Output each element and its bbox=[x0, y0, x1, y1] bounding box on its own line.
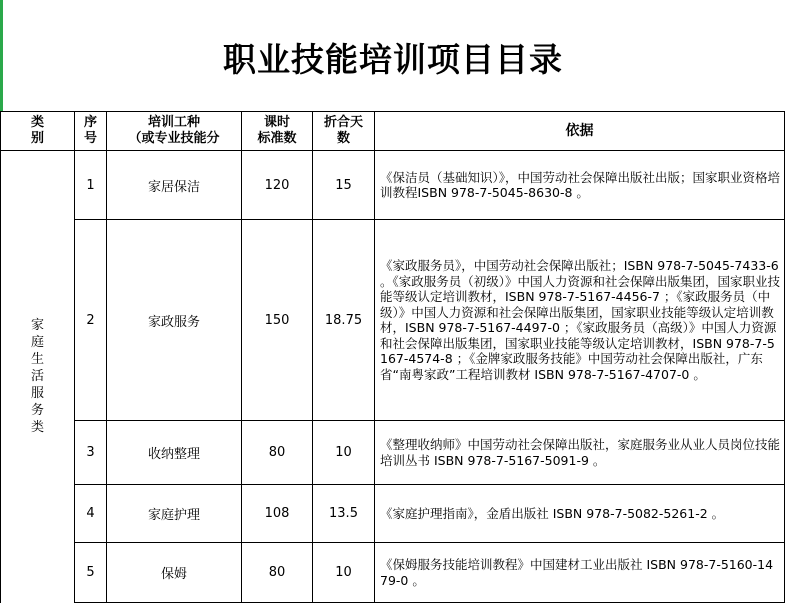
trade-cell: 家政服务 bbox=[107, 220, 242, 421]
hours-cell: 120 bbox=[242, 151, 313, 220]
table-row bbox=[1, 220, 785, 421]
page-title: 职业技能培训项目目录 bbox=[223, 40, 563, 79]
hours-cell: 80 bbox=[242, 543, 313, 603]
table-row bbox=[1, 421, 785, 485]
header-seq: 序号 bbox=[75, 112, 107, 151]
trade-cell: 家庭护理 bbox=[107, 485, 242, 543]
header-days: 折合天 数 bbox=[313, 112, 375, 151]
days-cell: 10 bbox=[313, 421, 375, 485]
header-basis: 依据 bbox=[375, 112, 785, 151]
trade-cell: 收纳整理 bbox=[107, 421, 242, 485]
basis-cell: 《保姆服务技能培训教程》中国建材工业出版社 ISBN 978-7-5160-1479-0 。 bbox=[375, 543, 785, 603]
training-catalog-table bbox=[0, 111, 785, 603]
basis-cell: 《家庭护理指南》，金盾出版社 ISBN 978-7-5082-5261-2 。 bbox=[375, 485, 785, 543]
seq-cell: 1 bbox=[75, 151, 107, 220]
header-row bbox=[1, 112, 785, 151]
hours-cell: 80 bbox=[242, 421, 313, 485]
category-label: 家庭生活服务类 bbox=[30, 318, 44, 436]
hours-cell: 150 bbox=[242, 220, 313, 421]
basis-cell: 《保洁员（基础知识）》，中国劳动社会保障出版社出版；国家职业资格培训教程ISBN 978-7-5045-8630-8 。 bbox=[375, 151, 785, 220]
header-hours: 课时 标准数 bbox=[242, 112, 313, 151]
days-cell: 15 bbox=[313, 151, 375, 220]
trade-cell: 保姆 bbox=[107, 543, 242, 603]
basis-cell: 《家政服务员》，中国劳动社会保障出版社；ISBN 978-7-5045-7433-6 。《家政服务员（初级）》中国人力资源和社会保障出版集团，国家职业技能等级认定培训教材，ISBN 978-7-5167-4456-7 ；《家政服务员（中级）》中国人力资源和社会保障出版集团，国家职业技能等级认定培训教材，ISBN 978-7-5167-4497-0 ；《家政服务员（高级）》中国人力资源和社会保障出版集团，国家职业技能等级认定培训教材，ISBN 978-7-5167-4574-8 ；《金牌家政服务技能》中国劳动社会保障出版社，广东省“南粤家政”工程培训教材 ISBN 978-7-5167-4707-0 。 bbox=[375, 220, 785, 421]
table-row bbox=[1, 543, 785, 603]
days-cell: 18.75 bbox=[313, 220, 375, 421]
category-cell bbox=[1, 151, 75, 603]
table-row bbox=[1, 151, 785, 220]
basis-cell: 《整理收纳师》中国劳动社会保障出版社，家庭服务业从业人员岗位技能培训丛书 ISBN 978-7-5167-5091-9 。 bbox=[375, 421, 785, 485]
seq-cell: 2 bbox=[75, 220, 107, 421]
table-row bbox=[1, 485, 785, 543]
header-category: 类别 bbox=[1, 112, 75, 151]
trade-cell: 家居保洁 bbox=[107, 151, 242, 220]
hours-cell: 108 bbox=[242, 485, 313, 543]
days-cell: 10 bbox=[313, 543, 375, 603]
header-trade: 培训工种 （或专业技能分 bbox=[107, 112, 242, 151]
seq-cell: 3 bbox=[75, 421, 107, 485]
days-cell: 13.5 bbox=[313, 485, 375, 543]
seq-cell: 5 bbox=[75, 543, 107, 603]
seq-cell: 4 bbox=[75, 485, 107, 543]
